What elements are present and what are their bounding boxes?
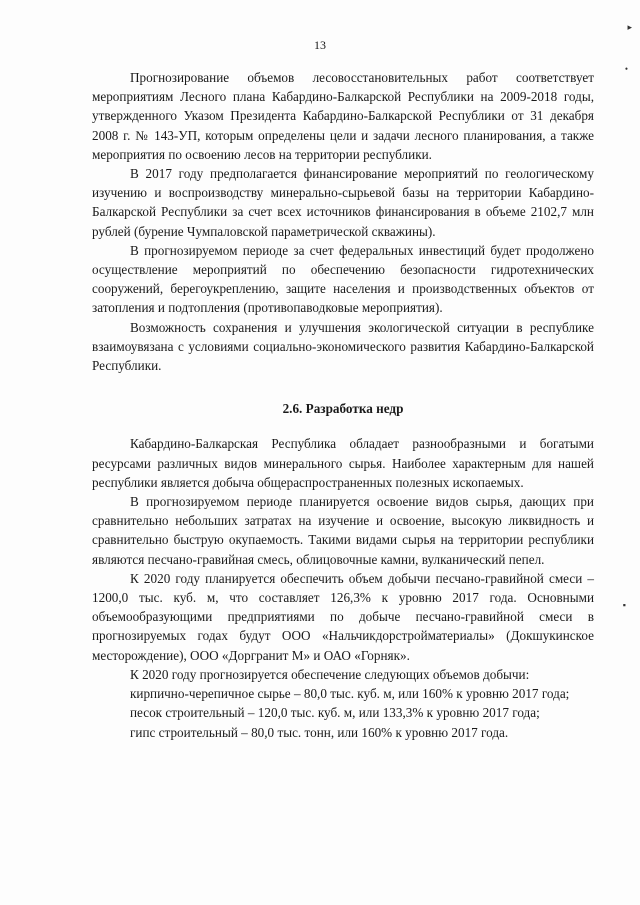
paragraph-raw-materials: В прогнозируемом периоде планируется освоение видов сырья, дающих при сравнительно небольших затратах на изучение и освоение, высокую ликвидность и сравнительно быструю окупаемость. Такими видами сырья на территории республики являются песчано-гравийная смесь, облицовочные камни, вулканический пепел. xyxy=(92,494,594,567)
margin-mark-middle: ▪ xyxy=(622,600,626,610)
paragraph-ecology: Возможность сохранения и улучшения экологической ситуации в республике взаимоувязана с условиями социально-экономического развития Кабардино-Балкарской Республики. xyxy=(92,319,594,374)
margin-mark-top: ▸ xyxy=(627,22,632,32)
paragraph-sand-gravel: К 2020 году планируется обеспечить объем добычи песчано-гравийной смеси – 1200,0 тыс. куб. м, что составляет 126,3% к уровню 2017 года. Основными объемообразующими предприятиями по добыче песчано-гравийной смеси в прогнозируемых годах будут ООО «Нальчикдорстройматериалы» (Докшукинское месторождение), ООО «Доргранит М» и ОАО «Горняк». xyxy=(92,570,594,663)
page-number: 13 xyxy=(314,38,326,52)
paragraph-flood-protection: В прогнозируемом периоде за счет федеральных инвестиций будет продолжено осуществление мероприятий по обеспечению безопасности гидротехнических сооружений, берегоукреплению, защите населения и производственных объектов от затопления и подтопления (противопаводковые мероприятия). xyxy=(92,242,594,316)
margin-mark-upper: • xyxy=(624,64,628,74)
paragraph-geology-funding: В 2017 году предполагается финансирование мероприятий по геологическому изучению и воспроизводству минерально-сырьевой базы на территории Кабардино-Балкарской Республики за счет всех источников финансирования в объеме 2102,7 млн рублей (бурение Чумпаловской параметрической скважины). xyxy=(92,166,594,239)
section-heading: 2.6. Разработка недр xyxy=(282,401,404,417)
paragraph-reforestation: Прогнозирование объемов лесовосстановительных работ соответствует мероприятиям Лесного плана Кабардино-Балкарской Республики на 2009-2018 годы, утвержденного Указом Президента Кабардино-Балкарской Республики от 31 декабря 2008 г. № 143-УП, которым определены цели и задачи лесного планирования, а также мероприятия по освоению лесов на территории республики. xyxy=(92,70,594,162)
list-item-gypsum: гипс строительный – 80,0 тыс. тонн, или 160% к уровню 2017 года. xyxy=(130,724,509,740)
document-body xyxy=(92,68,594,742)
paragraph-forecast-intro: К 2020 году прогнозируется обеспечение следующих объемов добычи: xyxy=(130,666,530,682)
paragraph-mineral-resources: Кабардино-Балкарская Республика обладает разнообразными и богатыми ресурсами различных видов минерального сырья. Наиболее характерным для нашей республики является добыча общераспространенных полезных ископаемых. xyxy=(92,436,594,490)
list-item-brick-clay: кирпично-черепичное сырье – 80,0 тыс. куб. м, или 160% к уровню 2017 года; xyxy=(130,686,570,702)
list-item-sand: песок строительный – 120,0 тыс. куб. м, или 133,3% к уровню 2017 года; xyxy=(130,705,540,721)
